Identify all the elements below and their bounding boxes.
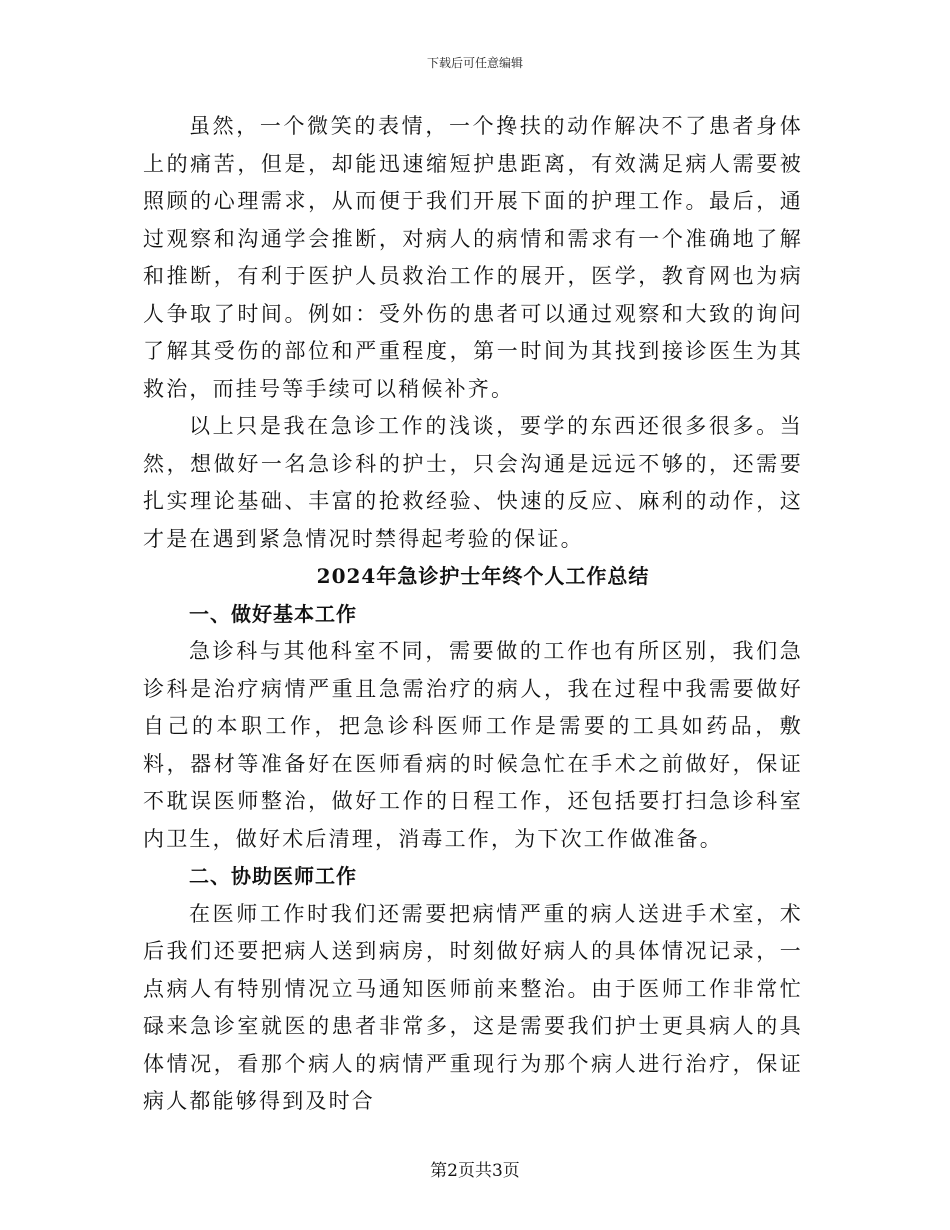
section-1-paragraph: 急诊科与其他科室不同，需要做的工作也有所区别，我们急诊科是治疗病情严重且急需治疗的病人，我在过程中我需要做好自己的本职工作，把急诊科医师工作是需要的工具如药品，敷料，器材等准备好在医师看病的时候急忙在手术之前做好，保证不耽误医师整治，做好工作的日程工作，还包括要打扫急诊科室内卫生，做好术后清理，消毒工作，为下次工作做准备。 [143, 639, 803, 851]
page-header: 下载后可任意编辑 [426, 56, 523, 70]
paragraph-1: 虽然，一个微笑的表情，一个搀扶的动作解决不了患者身体上的痛苦，但是，却能迅速缩短护患距离，有效满足病人需要被照顾的心理需求，从而便于我们开展下面的护理工作。最后，通过观察和沟通学会推断，对病人的病情和需求有一个准确地了解和推断，有利于医护人员救治工作的展开，医学，教育网也为病人争取了时间。例如：受外伤的患者可以通过观察和大致的询问了解其受伤的部位和严重程度，第一时间为其找到接诊医生为其救治，而挂号等手续可以稍候补齐。 [143, 114, 803, 401]
paragraph-2: 以上只是我在急诊工作的浅谈，要学的东西还很多很多。当然，想做好一名急诊科的护士，只会沟通是远远不够的，还需要扎实理论基础、丰富的抢救经验、快速的反应、麻利的动作，这才是在遇到紧急情况时禁得起考验的保证。 [143, 414, 803, 551]
document-title: 2024年急诊护士年终个人工作总结 [316, 564, 650, 588]
section-1-heading: 一、做好基本工作 [189, 601, 357, 626]
section-2-paragraph: 在医师工作时我们还需要把病情严重的病人送进手术室，术后我们还要把病人送到病房，时刻做好病人的具体情况记录，一点病人有特别情况立马通知医师前来整治。由于医师工作非常忙碌来急诊室就医的患者非常多，这是需要我们护士更具病人的具体情况，看那个病人的病情严重现行为那个病人进行治疗，保证病人都能够得到及时合 [143, 901, 803, 1113]
page-footer: 第2页共3页 [430, 1161, 520, 1181]
section-2-heading: 二、协助医师工作 [189, 864, 357, 888]
document-body [143, 108, 803, 1121]
